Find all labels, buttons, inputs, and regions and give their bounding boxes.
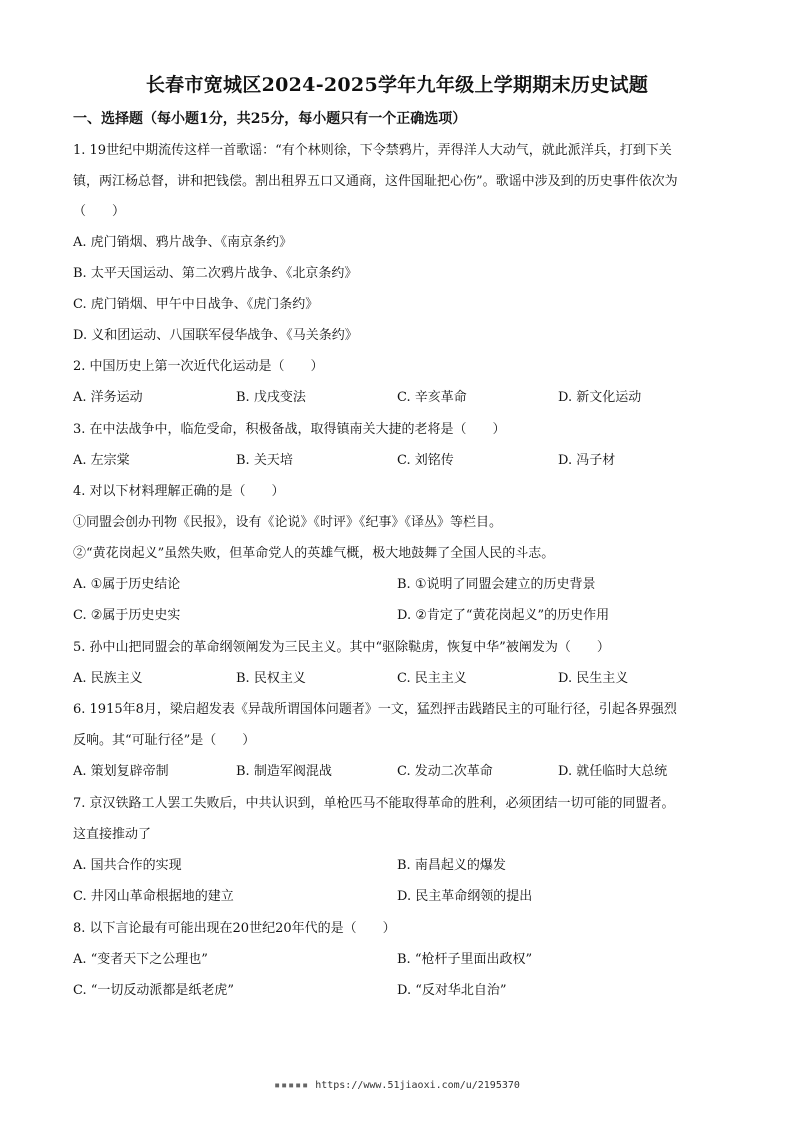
footer-dots: ▪▪▪▪▪ [274, 1080, 310, 1091]
q3-option-b: B. 关天培 [236, 453, 293, 468]
q5-option-c: C. 民主主义 [397, 671, 467, 686]
q4-material-2: ②“黄花岗起义”虽然失败，但革命党人的英雄气概，极大地鼓舞了全国人民的斗志。 [73, 546, 555, 561]
q6-option-d: D. 就任临时大总统 [558, 764, 668, 779]
q2-option-d: D. 新文化运动 [558, 390, 642, 405]
q7-stem-line-2: 这直接推动了 [73, 827, 152, 842]
q1-option-a: A. 虎门销烟、鸦片战争、《南京条约》 [73, 235, 293, 250]
q8-option-d: D. “反对华北自治” [397, 983, 507, 998]
q1-option-c: C. 虎门销烟、甲午中日战争、《虎门条约》 [73, 297, 319, 312]
q5-stem: 5. 孙中山把同盟会的革命纲领阐发为三民主义。其中“驱除鞑虏，恢复中华”被阐发为（ ） [73, 640, 610, 655]
exam-title: 长春市宽城区2024-2025学年九年级上学期期末历史试题 [145, 74, 649, 96]
q2-option-b: B. 戊戌变法 [236, 390, 306, 405]
q6-stem-line-2: 反响。其“可耻行径”是（ ） [73, 733, 256, 748]
q6-stem-line-1: 6. 1915年8月，梁启超发表《异哉所谓国体问题者》一文，猛烈抨击践踏民主的可耻行径，引起各界强烈 [73, 702, 677, 717]
q2-stem: 2. 中国历史上第一次近代化运动是（ ） [73, 359, 324, 374]
q7-option-d: D. 民主革命纲领的提出 [397, 889, 533, 904]
section-heading: 一、选择题（每小题1分，共25分，每小题只有一个正确选项） [73, 111, 467, 127]
q4-material-1: ①同盟会创办刊物《民报》，设有《论说》《时评》《纪事》《译丛》等栏目。 [73, 515, 503, 530]
q5-option-a: A. 民族主义 [73, 671, 143, 686]
q8-option-a: A. “变者天下之公理也” [73, 952, 208, 967]
q4-option-a: A. ①属于历史结论 [73, 577, 181, 592]
footer [0, 1080, 794, 1091]
q4-option-d: D. ②肯定了“黄花岗起义”的历史作用 [397, 608, 610, 623]
q4-stem: 4. 对以下材料理解正确的是（ ） [73, 484, 285, 499]
q1-option-b: B. 太平天国运动、第二次鸦片战争、《北京条约》 [73, 266, 358, 281]
q7-option-c: C. 井冈山革命根据地的建立 [73, 889, 234, 904]
q4-option-c: C. ②属于历史史实 [73, 608, 181, 623]
q6-option-a: A. 策划复辟帝制 [73, 764, 169, 779]
q3-option-a: A. 左宗棠 [73, 453, 130, 468]
q1-stem-line-2: 镇，两江杨总督，讲和把钱偿。割出租界五口又通商，这件国耻把心伤”。歌谣中涉及到的历史事件依次为 [73, 174, 678, 189]
q7-option-a: A. 国共合作的实现 [73, 858, 182, 873]
footer-url-link[interactable]: https://www.51jiaoxi.com/u/2195370 [315, 1080, 520, 1091]
q3-option-d: D. 冯子材 [558, 453, 616, 468]
q6-option-c: C. 发动二次革命 [397, 764, 493, 779]
q8-option-c: C. “一切反动派都是纸老虎” [73, 983, 235, 998]
q8-option-b: B. “枪杆子里面出政权” [397, 952, 533, 967]
q3-stem: 3. 在中法战争中，临危受命，积极备战，取得镇南关大捷的老将是（ ） [73, 422, 506, 437]
q2-option-c: C. 辛亥革命 [397, 390, 467, 405]
q1-option-d: D. 义和团运动、八国联军侵华战争、《马关条约》 [73, 328, 358, 343]
q3-option-c: C. 刘铭传 [397, 453, 454, 468]
q2-option-a: A. 洋务运动 [73, 390, 143, 405]
q5-option-b: B. 民权主义 [236, 671, 306, 686]
q4-option-b: B. ①说明了同盟会建立的历史背景 [397, 577, 596, 592]
q7-option-b: B. 南昌起义的爆发 [397, 858, 506, 873]
q1-stem-line-1: 1. 19世纪中期流传这样一首歌谣：“有个林则徐，下令禁鸦片，弄得洋人大动气，就此派洋兵，打到下关 [73, 143, 672, 158]
q6-option-b: B. 制造军阀混战 [236, 764, 332, 779]
q5-option-d: D. 民生主义 [558, 671, 629, 686]
q8-stem: 8. 以下言论最有可能出现在20世纪20年代的是（ ） [73, 921, 396, 936]
q1-stem-line-3: （ ） [73, 204, 126, 219]
q7-stem-line-1: 7. 京汉铁路工人罢工失败后，中共认识到，单枪匹马不能取得革命的胜利，必须团结一切可能的同盟者。 [73, 796, 675, 811]
